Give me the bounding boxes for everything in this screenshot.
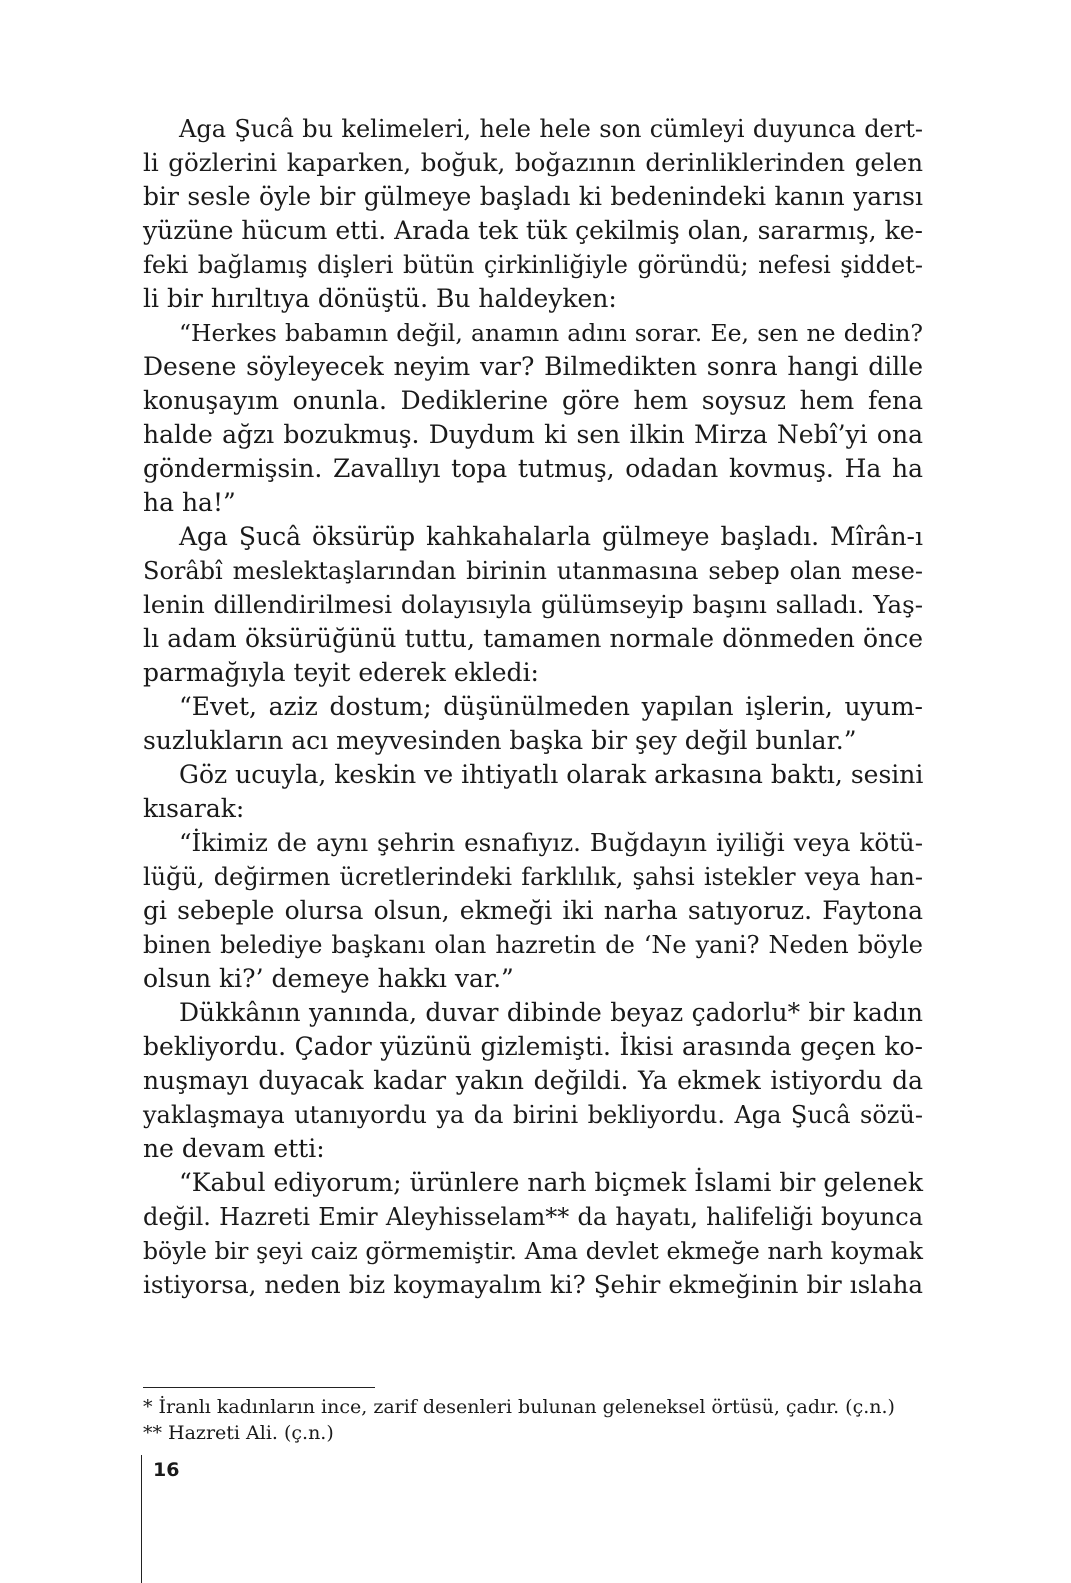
text-line: Sorâbî meslektaşlarından birinin utanmasına sebep olan mese-	[143, 557, 923, 585]
text-line: yaklaşmaya utanıyordu ya da birini bekliyordu. Aga Şucâ sözü-	[143, 1101, 923, 1129]
text-line: li gözlerini kaparken, boğuk, boğazının derinliklerinden gelen	[143, 148, 923, 177]
text-line: Göz ucuyla, keskin ve ihtiyatlı olarak arkasına baktı, sesini	[179, 760, 924, 789]
text-line: değil. Hazreti Emir Aleyhisselam** da hayatı, halifeliği boyunca	[143, 1203, 923, 1231]
text-line: bekliyordu. Çador yüzünü gizlemişti. İkisi arasında geçen ko-	[143, 1032, 923, 1061]
text-line: li bir hırıltıya dönüştü. Bu haldeyken:	[143, 284, 617, 313]
footnotes	[143, 1394, 923, 1446]
text-line: istiyorsa, neden biz koymayalım ki? Şehir ekmeğinin bir ıslaha	[143, 1270, 923, 1299]
text-line: lenin dillendirilmesi dolayısıyla gülümseyip başını salladı. Yaş-	[143, 590, 923, 619]
text-line: ha ha!”	[143, 488, 236, 517]
text-line: suzlukların acı meyvesinden başka bir şey değil bunlar.”	[143, 726, 857, 755]
text-line: gi sebeple olursa olsun, ekmeği iki narha satıyoruz. Faytona	[143, 896, 923, 925]
text-line: “Kabul ediyorum; ürünlere narh biçmek İslami bir gelenek	[179, 1168, 923, 1197]
text-line: parmağıyla teyit ederek ekledi:	[143, 658, 539, 687]
text-line: olsun ki?’ demeye hakkı var.”	[143, 964, 514, 993]
text-line: kısarak:	[143, 794, 245, 823]
footnote-line: ** Hazreti Ali. (ç.n.)	[143, 1422, 334, 1444]
text-line: böyle bir şeyi caiz görmemiştir. Ama devlet ekmeğe narh koymak	[143, 1237, 923, 1265]
text-line: binen belediye başkanı olan hazretin de ‘Ne yani? Neden böyle	[143, 931, 923, 959]
text-line: yüzüne hücum etti. Arada tek tük çekilmiş olan, sararmış, ke-	[143, 216, 923, 245]
text-line: “Herkes babamın değil, anamın adını sorar. Ee, sen ne dedin?	[179, 319, 923, 347]
text-line: lı adam öksürüğünü tuttu, tamamen normale dönmeden önce	[143, 624, 923, 653]
text-line: lüğü, değirmen ücretlerindeki farklılık, şahsi istekler veya han-	[143, 863, 923, 891]
text-line: Dükkânın yanında, duvar dibinde beyaz çadorlu* bir kadın	[179, 998, 923, 1027]
page-number-rule	[141, 1455, 142, 1583]
text-line: feki bağlamış dişleri bütün çirkinliğiyle göründü; nefesi şiddet-	[143, 251, 923, 279]
footnote-line: * İranlı kadınların ince, zarif desenleri bulunan geleneksel örtüsü, çadır. (ç.n.)	[143, 1396, 895, 1418]
page-number: 16	[153, 1459, 180, 1481]
text-line: Aga Şucâ öksürüp kahkahalarla gülmeye başladı. Mîrân-ı	[179, 522, 923, 551]
text-line: konuşayım onunla. Dediklerine göre hem soysuz hem fena	[143, 386, 923, 415]
text-line: Aga Şucâ bu kelimeleri, hele hele son cümleyi duyunca dert-	[179, 115, 923, 143]
text-line: Desene söyleyecek neyim var? Bilmedikten sonra hangi dille	[143, 352, 923, 381]
text-line: ne devam etti:	[143, 1134, 325, 1163]
body-text	[143, 112, 923, 1302]
text-line: nuşmayı duyacak kadar yakın değildi. Ya ekmek istiyordu da	[143, 1066, 923, 1095]
text-line: bir sesle öyle bir gülmeye başladı ki bedenindeki kanın yarısı	[143, 182, 923, 211]
text-line: halde ağzı bozukmuş. Duydum ki sen ilkin Mirza Nebî’yi ona	[143, 420, 923, 449]
footnote-divider	[143, 1387, 375, 1388]
text-line: “Evet, aziz dostum; düşünülmeden yapılan işlerin, uyum-	[179, 692, 923, 721]
text-line: “İkimiz de aynı şehrin esnafıyız. Buğdayın iyiliği veya kötü-	[179, 828, 923, 857]
text-line: göndermişsin. Zavallıyı topa tutmuş, odadan kovmuş. Ha ha	[143, 454, 923, 483]
